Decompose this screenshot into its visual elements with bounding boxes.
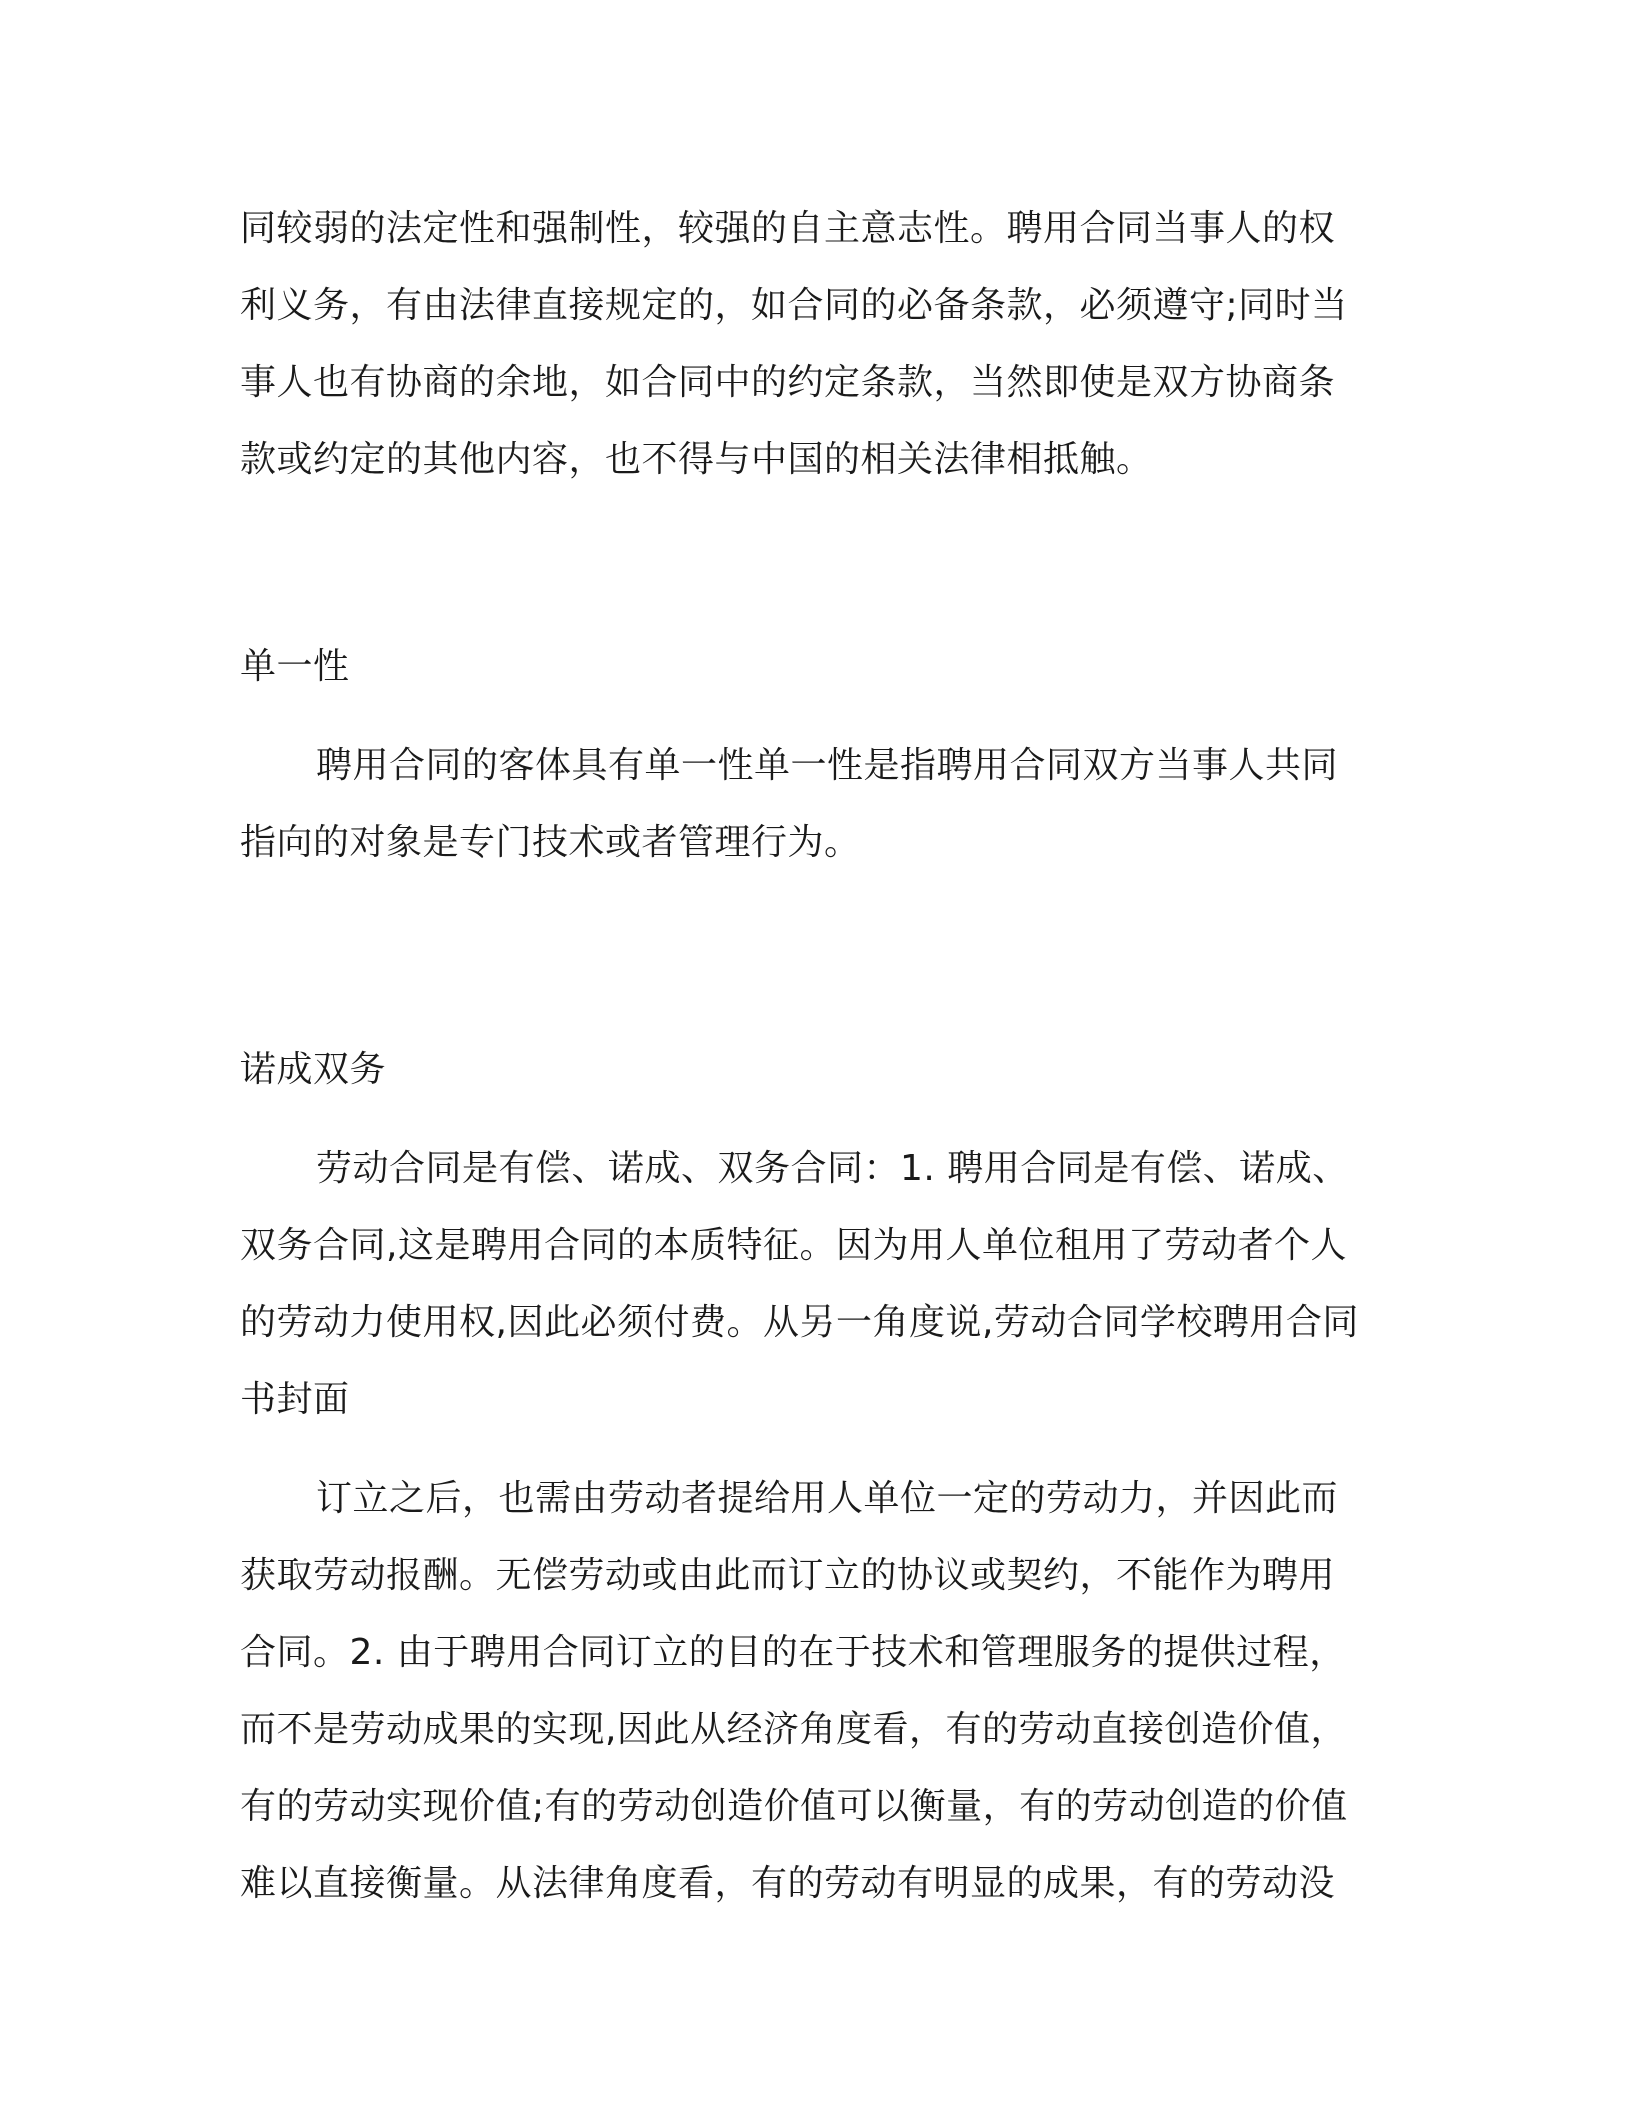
- text-line: 款或约定的其他内容，也不得与中国的相关法律相抵触。: [240, 439, 1153, 480]
- text-line: 难以直接衡量。从法律角度看，有的劳动有明显的成果，有的劳动没: [240, 1863, 1336, 1904]
- text-line: 书封面: [240, 1379, 350, 1420]
- text-line: 聘用合同的客体具有单一性单一性是指聘用合同双方当事人共同: [316, 745, 1339, 786]
- spacer: [240, 881, 1390, 1031]
- spacer: [240, 498, 1390, 628]
- text-line: 获取劳动报酬。无偿劳动或由此而订立的协议或契约，不能作为聘用: [240, 1555, 1336, 1596]
- text-line: 同较弱的法定性和强制性，较强的自主意志性。聘用合同当事人的权: [240, 208, 1336, 249]
- section-heading: 单一性: [240, 646, 350, 687]
- spacer: [240, 705, 1390, 727]
- text-line: 订立之后，也需由劳动者提给用人单位一定的劳动力，并因此而: [316, 1478, 1339, 1519]
- paragraph-intro: [240, 190, 1390, 498]
- paragraph: [240, 1130, 1390, 1438]
- spacer: [240, 1438, 1390, 1460]
- section-heading: 诺成双务: [240, 1049, 387, 1090]
- section-bilateral: [240, 1031, 1390, 1922]
- spacer: [240, 1108, 1390, 1130]
- text-line: 有的劳动实现价值;有的劳动创造价值可以衡量，有的劳动创造的价值: [240, 1786, 1348, 1827]
- text-line: 的劳动力使用权,因此必须付费。从另一角度说,劳动合同学校聘用合同: [240, 1302, 1359, 1343]
- text-line: 指向的对象是专门技术或者管理行为。: [240, 822, 861, 863]
- text-line: 事人也有协商的余地，如合同中的约定条款，当然即使是双方协商条: [240, 362, 1336, 403]
- text-line: 利义务，有由法律直接规定的，如合同的必备条款，必须遵守;同时当: [240, 285, 1348, 326]
- text-line: 劳动合同是有偿、诺成、双务合同：1. 聘用合同是有偿、诺成、: [316, 1148, 1349, 1189]
- text-line: 合同。2. 由于聘用合同订立的目的在于技术和管理服务的提供过程，: [240, 1632, 1346, 1673]
- paragraph: [240, 1460, 1390, 1922]
- document-page: [240, 190, 1390, 1922]
- text-line: 双务合同,这是聘用合同的本质特征。因为用人单位租用了劳动者个人: [240, 1225, 1347, 1266]
- text-line: 而不是劳动成果的实现,因此从经济角度看，有的劳动直接创造价值，: [240, 1709, 1347, 1750]
- section-single: [240, 628, 1390, 881]
